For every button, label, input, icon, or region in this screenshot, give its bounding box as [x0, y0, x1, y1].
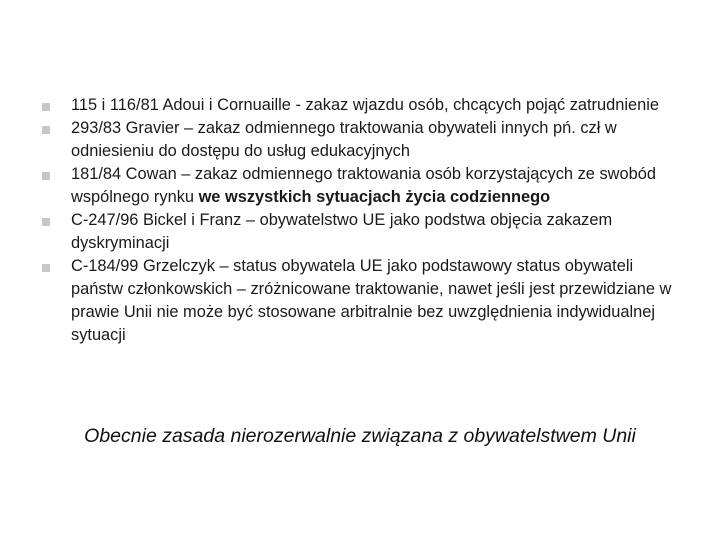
square-bullet-icon	[42, 126, 50, 134]
case-text: 293/83 Gravier – zakaz odmiennego traktowania obywateli innych pń. czł w odniesieniu do dostępu do usług edukacyjnych	[71, 119, 617, 160]
case-text: 115 i 116/81 Adoui i Cornuaille - zakaz wjazdu osób, chcących pojąć zatrudnienie	[71, 96, 659, 114]
case-item-cowan	[46, 163, 686, 209]
case-list	[46, 94, 686, 347]
square-bullet-icon	[42, 264, 50, 272]
case-text: C-184/99 Grzelczyk – status obywatela UE jako podstawowy status obywateli państw członkowskich – zróżnicowane traktowanie, nawet jeśli jest przewidziane w prawie Unii nie może być stosowane arbitralnie bez uwzględnienia indywidualnej sytuacji	[71, 257, 672, 344]
square-bullet-icon	[42, 218, 50, 226]
emphasized-phrase: we wszystkich sytuacjach życia codziennego	[198, 188, 551, 206]
square-bullet-icon	[42, 172, 50, 180]
case-item-adoui-cornuaille	[46, 94, 686, 117]
case-item-grzelczyk	[46, 255, 686, 347]
case-item-bickel-franz	[46, 209, 686, 255]
case-text: C-247/96 Bickel i Franz – obywatelstwo UE jako podstwa objęcia zakazem dyskryminacji	[71, 211, 613, 252]
summary-note: Obecnie zasada nierozerwalnie związana z obywatelstwem Unii	[84, 425, 636, 447]
case-text: 181/84 Cowan – zakaz odmiennego traktowania osób korzystających ze swobód wspólnego rynku we wszystkich sytuacjach życia codziennego	[71, 165, 656, 206]
case-item-gravier	[46, 117, 686, 163]
square-bullet-icon	[42, 103, 50, 111]
